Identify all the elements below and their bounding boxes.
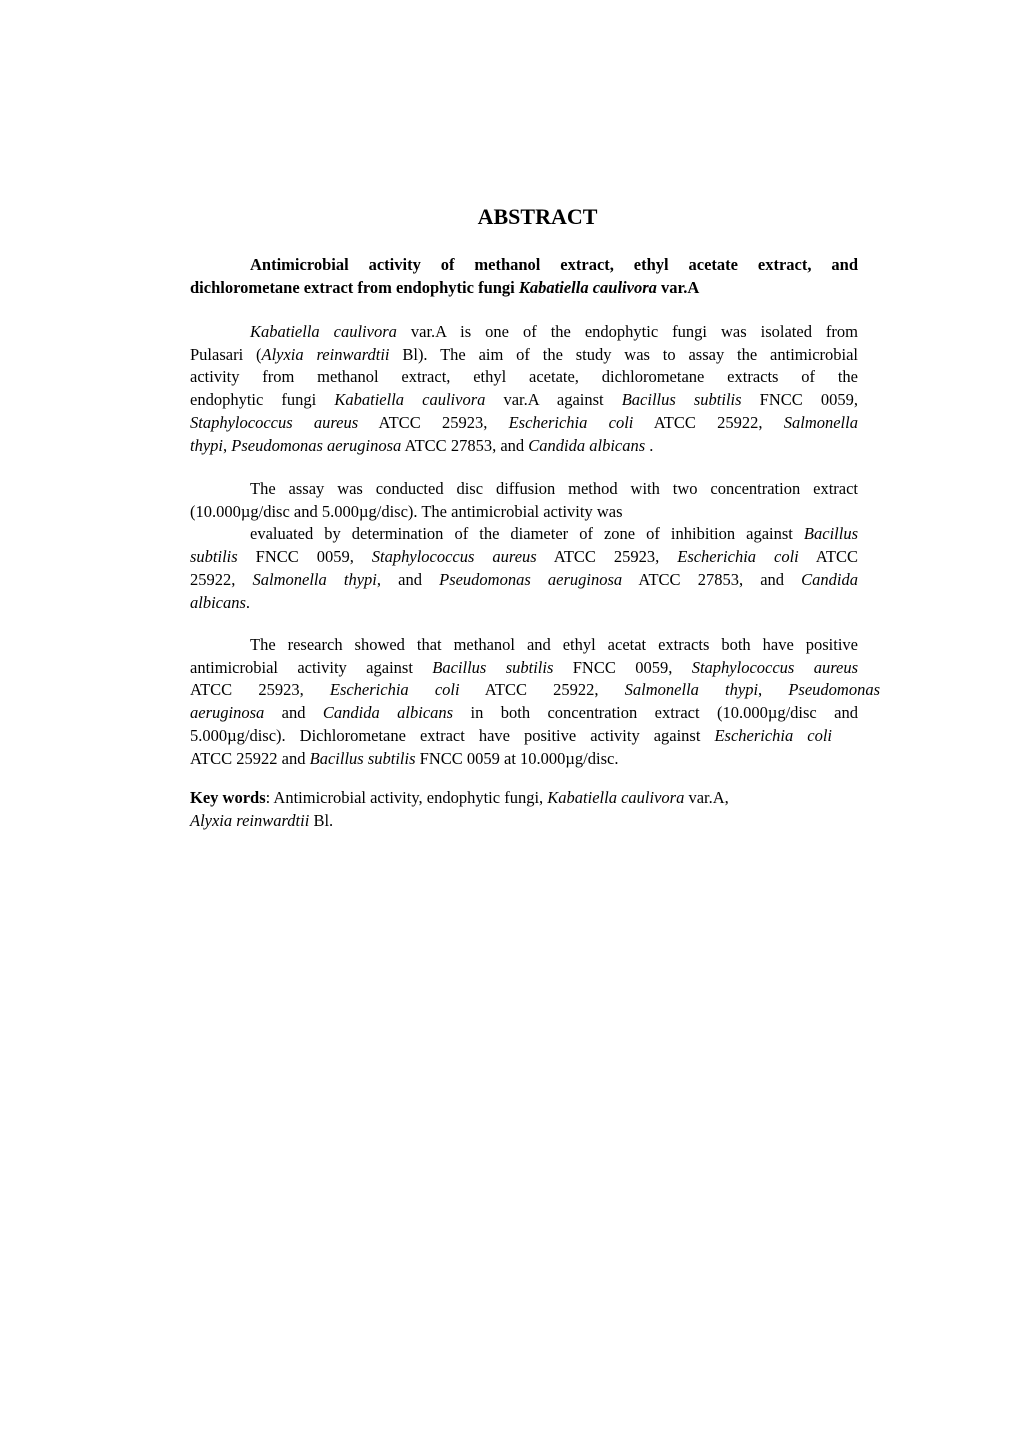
title-text: var.A bbox=[656, 277, 700, 297]
paragraph-line bbox=[190, 501, 858, 524]
text: ATCC 27853, and bbox=[401, 435, 529, 455]
abstract-paragraph-2 bbox=[190, 478, 858, 614]
text: endophytic fungi bbox=[190, 390, 335, 410]
species-name: Pseudomonas aeruginosa bbox=[231, 435, 402, 455]
paragraph-line bbox=[190, 389, 858, 412]
species-name: Alyxia reinwardtii bbox=[261, 344, 390, 364]
text: The assay was conducted disc diffusion method with two concentration extract bbox=[250, 479, 858, 498]
title-line-1 bbox=[190, 254, 858, 277]
species-name: Escherichia coli bbox=[508, 412, 634, 432]
text: ATCC 25923, bbox=[358, 412, 509, 432]
keywords bbox=[190, 787, 858, 832]
paragraph-line bbox=[190, 546, 858, 569]
paragraph-line bbox=[190, 366, 858, 389]
species-name: Salmonella bbox=[783, 412, 858, 432]
species-name: Kabatiella caulivora bbox=[334, 390, 486, 410]
species-name: Kabatiella caulivora bbox=[250, 322, 397, 341]
text: , and bbox=[376, 569, 440, 589]
keywords-label: Key words bbox=[190, 788, 266, 807]
text: in both concentration extract (10.000µg/disc and bbox=[453, 703, 858, 723]
text: (10.000µg/disc and 5.000µg/disc). The antimicrobial activity was bbox=[190, 501, 623, 521]
species-name: Bacillus subtilis bbox=[432, 657, 554, 677]
species-name: Staphylococcus aureus bbox=[691, 657, 858, 677]
species-name: Escherichia coli bbox=[714, 725, 832, 745]
paragraph-line bbox=[190, 634, 858, 657]
title-text: Antimicrobial activity of methanol extract, ethyl acetate extract, and bbox=[250, 255, 858, 274]
paragraph-line bbox=[190, 478, 858, 501]
text: . bbox=[645, 435, 654, 455]
paragraph-line bbox=[190, 435, 858, 458]
species-name: Pseudomonas bbox=[788, 680, 880, 700]
paragraph-line bbox=[190, 321, 858, 344]
paragraph-line bbox=[190, 702, 858, 725]
species-name: Escherichia coli bbox=[677, 547, 799, 567]
species-name: Escherichia coli bbox=[329, 680, 460, 700]
species-name: Salmonella thypi bbox=[624, 680, 759, 700]
paragraph-line bbox=[190, 592, 858, 615]
keywords-line bbox=[190, 787, 858, 810]
text: . bbox=[245, 592, 251, 612]
paragraph-line bbox=[190, 657, 858, 680]
species-name: Staphylococcus aureus bbox=[190, 412, 359, 432]
text: ATCC bbox=[798, 547, 858, 567]
text: ATCC 25923, bbox=[536, 547, 678, 567]
text: The research showed that methanol and ethyl acetat extracts both have positive bbox=[250, 635, 858, 654]
abstract-heading: ABSTRACT bbox=[477, 204, 598, 229]
species-name: subtilis bbox=[190, 547, 238, 567]
text: activity from methanol extract, ethyl acetate, dichlorometane extracts of the bbox=[190, 367, 858, 387]
abstract-paragraph-3 bbox=[190, 634, 880, 770]
text: and bbox=[264, 703, 323, 723]
species-name: aeruginosa bbox=[190, 703, 265, 723]
text: FNCC 0059, bbox=[741, 390, 858, 410]
text: Pulasari ( bbox=[190, 344, 262, 364]
text: Bl. bbox=[309, 810, 334, 830]
paragraph-line bbox=[190, 523, 858, 546]
text: evaluated by determination of the diameter of zone of inhibition against bbox=[250, 524, 804, 544]
text: antimicrobial activity against bbox=[190, 657, 433, 677]
text: 5.000µg/disc). Dichlorometane extract have positive activity against bbox=[190, 725, 715, 745]
text: ATCC 27853, and bbox=[622, 569, 802, 589]
text: var.A against bbox=[485, 390, 622, 410]
text: : Antimicrobial activity, endophytic fungi, bbox=[265, 788, 548, 807]
species-name: Bacillus bbox=[803, 524, 858, 544]
text: var.A, bbox=[684, 788, 729, 807]
text: , bbox=[223, 435, 232, 455]
text: var.A is one of the endophytic fungi was isolated from bbox=[396, 322, 859, 341]
paragraph-line bbox=[190, 725, 832, 748]
paragraph-line bbox=[190, 569, 858, 592]
paragraph-line bbox=[190, 748, 858, 771]
title-line-2 bbox=[190, 277, 858, 300]
species-name: Kabatiella caulivora bbox=[547, 788, 685, 807]
species-name: Alyxia reinwardtii bbox=[190, 810, 310, 830]
title-text: dichlorometane extract from endophytic fungi bbox=[190, 277, 519, 297]
paragraph-line bbox=[190, 679, 880, 702]
text: 25922, bbox=[190, 569, 253, 589]
species-name: Kabatiella caulivora bbox=[518, 277, 657, 297]
text: FNCC 0059, bbox=[237, 547, 372, 567]
species-name: Salmonella thypi bbox=[252, 569, 377, 589]
species-name: Candida albicans bbox=[322, 703, 454, 723]
species-name: albicans bbox=[190, 592, 246, 612]
paragraph-line bbox=[190, 344, 858, 367]
text: ATCC 25922, bbox=[459, 680, 625, 700]
abstract-paragraph-1 bbox=[190, 321, 858, 457]
text: ATCC 25923, bbox=[190, 680, 330, 700]
text: ATCC 25922 and bbox=[190, 748, 310, 768]
species-name: Staphylococcus aureus bbox=[371, 547, 537, 567]
paragraph-line bbox=[190, 412, 858, 435]
text: , bbox=[758, 680, 763, 700]
species-name: Bacillus subtilis bbox=[309, 748, 416, 768]
text: FNCC 0059 at 10.000µg/disc. bbox=[415, 748, 619, 768]
species-name: Bacillus subtilis bbox=[621, 390, 742, 410]
species-name: thypi bbox=[190, 435, 223, 455]
species-name: Candida albicans bbox=[528, 435, 646, 455]
keywords-line bbox=[190, 810, 858, 833]
species-name: Candida bbox=[801, 569, 858, 589]
text: ATCC 25922, bbox=[633, 412, 784, 432]
paper-title bbox=[190, 254, 858, 299]
text: FNCC 0059, bbox=[553, 657, 692, 677]
text: Bl). The aim of the study was to assay the antimicrobial bbox=[389, 344, 859, 364]
species-name: Pseudomonas aeruginosa bbox=[439, 569, 623, 589]
